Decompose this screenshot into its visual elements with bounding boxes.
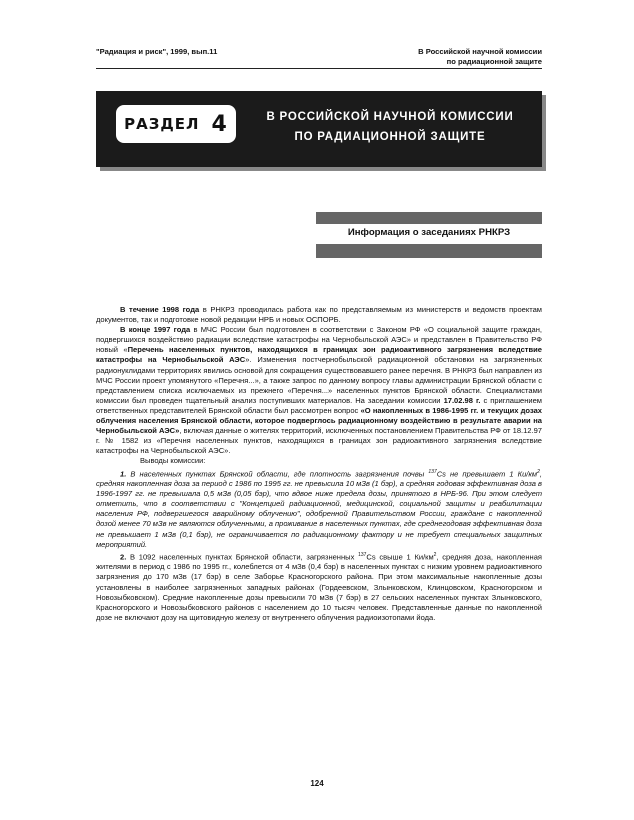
section-banner (96, 91, 542, 167)
section-title-line1: В РОССИЙСКОЙ НАУЧНОЙ КОМИССИИ (266, 111, 514, 123)
item1-sup-2: 2 (537, 468, 540, 475)
page-number: 124 (310, 779, 324, 788)
conclusion-item-2 (96, 550, 542, 623)
conclusion-item-1 (96, 467, 542, 550)
p1-bold-1: В течение 1998 года (120, 305, 200, 314)
article-body (96, 305, 542, 623)
item2-sup-2: 2 (433, 551, 437, 558)
item1-text-2: Cs не превышает 1 Ки/км (436, 469, 538, 479)
p1-text-1: в РНКРЗ проводилась работа как по представляемым из министерств и ведомств проектам документов, так и подготовке новой редакции НРБ и новых ОСПОРБ. (96, 305, 542, 325)
p2-text-2: ». Изменения постчернобыльской радиационной обстановки на загрязненных радионуклидами территориях явились основой для сокращения существовавшего ранее перечня. В РНКРЗ был направлен из МЧС России проект упомянутого «Перечня...», а также запрос по данному вопросу главы администрации Брянской области с представлением списка исключаемых из прежнего «Перечня...» населенных пунктов Брянской области. Специалистами комиссии был проведен тщательный анализ поступивших материалов. На заседании комиссии (96, 355, 542, 405)
p2-bold-1: В конце 1997 года (120, 325, 191, 335)
section-number: 4 (211, 111, 228, 137)
info-bar-bottom (316, 244, 542, 258)
section-title-line2: ПО РАДИАЦИОННОЙ ЗАЩИТЕ (294, 131, 486, 143)
header-rule (96, 68, 542, 69)
paragraph-2 (96, 325, 542, 456)
p2-bold-3: 17.02.98 г. (443, 395, 481, 405)
info-bar-top (316, 212, 542, 224)
item1-number: 1. (120, 469, 127, 479)
item2-text-2: Cs свыше 1 Ки/км (366, 552, 434, 562)
article-title: Информация о заседаниях РНКРЗ (347, 227, 511, 238)
item2-sup-1: 137 (358, 551, 367, 558)
running-header-section-line1: В Российской научной комиссии (418, 47, 542, 56)
item2-text-3: , средняя доза, накопленная жителями в период с 1986 по 1995 гг., колеблется от 4 мЗв (0,4 бэр) в населенных пунктах с низким уровнем радиоактивного загрязнения до 170 мЗв (17 бэр) в селе Заборье Красногорского района. При этом максимальные накопленные дозы установлены в наиболее загрязненных западных районах (Гордеевском, Злынковском, Клинцовском, Красногорском и Новозыбковском). Средние накопленные дозы превысили 70 мЗв (7 бэр) в 27 сельских населенных пунктах Злынковского, Красногорского и Новозыбковского районов с населением до 10 тысяч человек. Представленные данные по накопленной дозе не включают дозу на щитовидную железу от внутреннего облучения радиоизотопами йода. (96, 552, 542, 622)
item2-text-1: В 1092 населенных пунктах Брянской области, загрязненных (126, 552, 359, 562)
section-word: РАЗДЕЛ (124, 115, 200, 133)
paragraph-1 (96, 305, 542, 325)
section-badge (116, 105, 236, 143)
running-header-section (418, 47, 542, 66)
item1-sup-1: 137 (428, 468, 437, 475)
item1-text-1: В населенных пунктах Брянской области, где плотность загрязнения почвы (126, 469, 429, 479)
conclusions-label: Выводы комиссии: (140, 456, 206, 466)
running-header-section-line2: по радиационной защите (446, 56, 542, 66)
p2-text-1: в МЧС России был подготовлен в соответствии с Законом РФ «О социальной защите граждан, подвергшихся воздействию радиации вследствие катастрофы на Чернобыльской АЭС» и представлен в Правительство РФ новый « (96, 325, 542, 355)
p2-text-3: с приглашением ответственных представителей Брянской области был рассмотрен вопрос (96, 395, 542, 415)
p2-text-4: , включая данные о жителях территорий, исключенных постановлением Правительства РФ от 18.12.97 г. № 1582 из «Перечня населенных пунктов, находящихся в границах зон радиоактивного загрязнения вследствие катастрофы на Чернобыльской АЭС». (96, 426, 542, 456)
item1-text-3: , средняя накопленная доза за период с 1986 по 1995 гг. не превысила 10 мЗв (1 бэр), а средняя годовая эффективная доза в 1996-1997 гг. не превышала 0,5 мЗв (0,05 бэр), что вдвое ниже предела дозы, принятого в НРБ-96. При этом следует отметить, что в соответствии с "Концепцией радиационной, медицинской, социальной защиты и реабилитации населения РФ, подвергшегося аварийному облучению", одобренной Правительством России, граждане с накопленной дозой менее 70 мЗв не являются облученными, а проживание в населенных пунктах, где среднегодовая эффективная доза не превышает 1 мЗв (0,1 бэр), не ограничивается по радиационному фактору и не требует специальных защитных мероприятий. (96, 469, 542, 549)
section-title (248, 107, 532, 147)
p2-bold-2: Перечень населенных пунктов, находящихся в границах зон радиоактивного загрязнения вследствие катастрофы на Чернобыльской АЭС (96, 345, 542, 365)
p2-bold-4: «О накопленных в 1986-1995 гг. и текущих дозах облучения населения Брянской области, которое подверглось радиационному воздействию в результате аварии на Чернобыльской АЭС» (96, 405, 542, 436)
running-header-journal: "Радиация и риск", 1999, вып.11 (96, 47, 218, 56)
item2-number: 2. (120, 552, 127, 562)
